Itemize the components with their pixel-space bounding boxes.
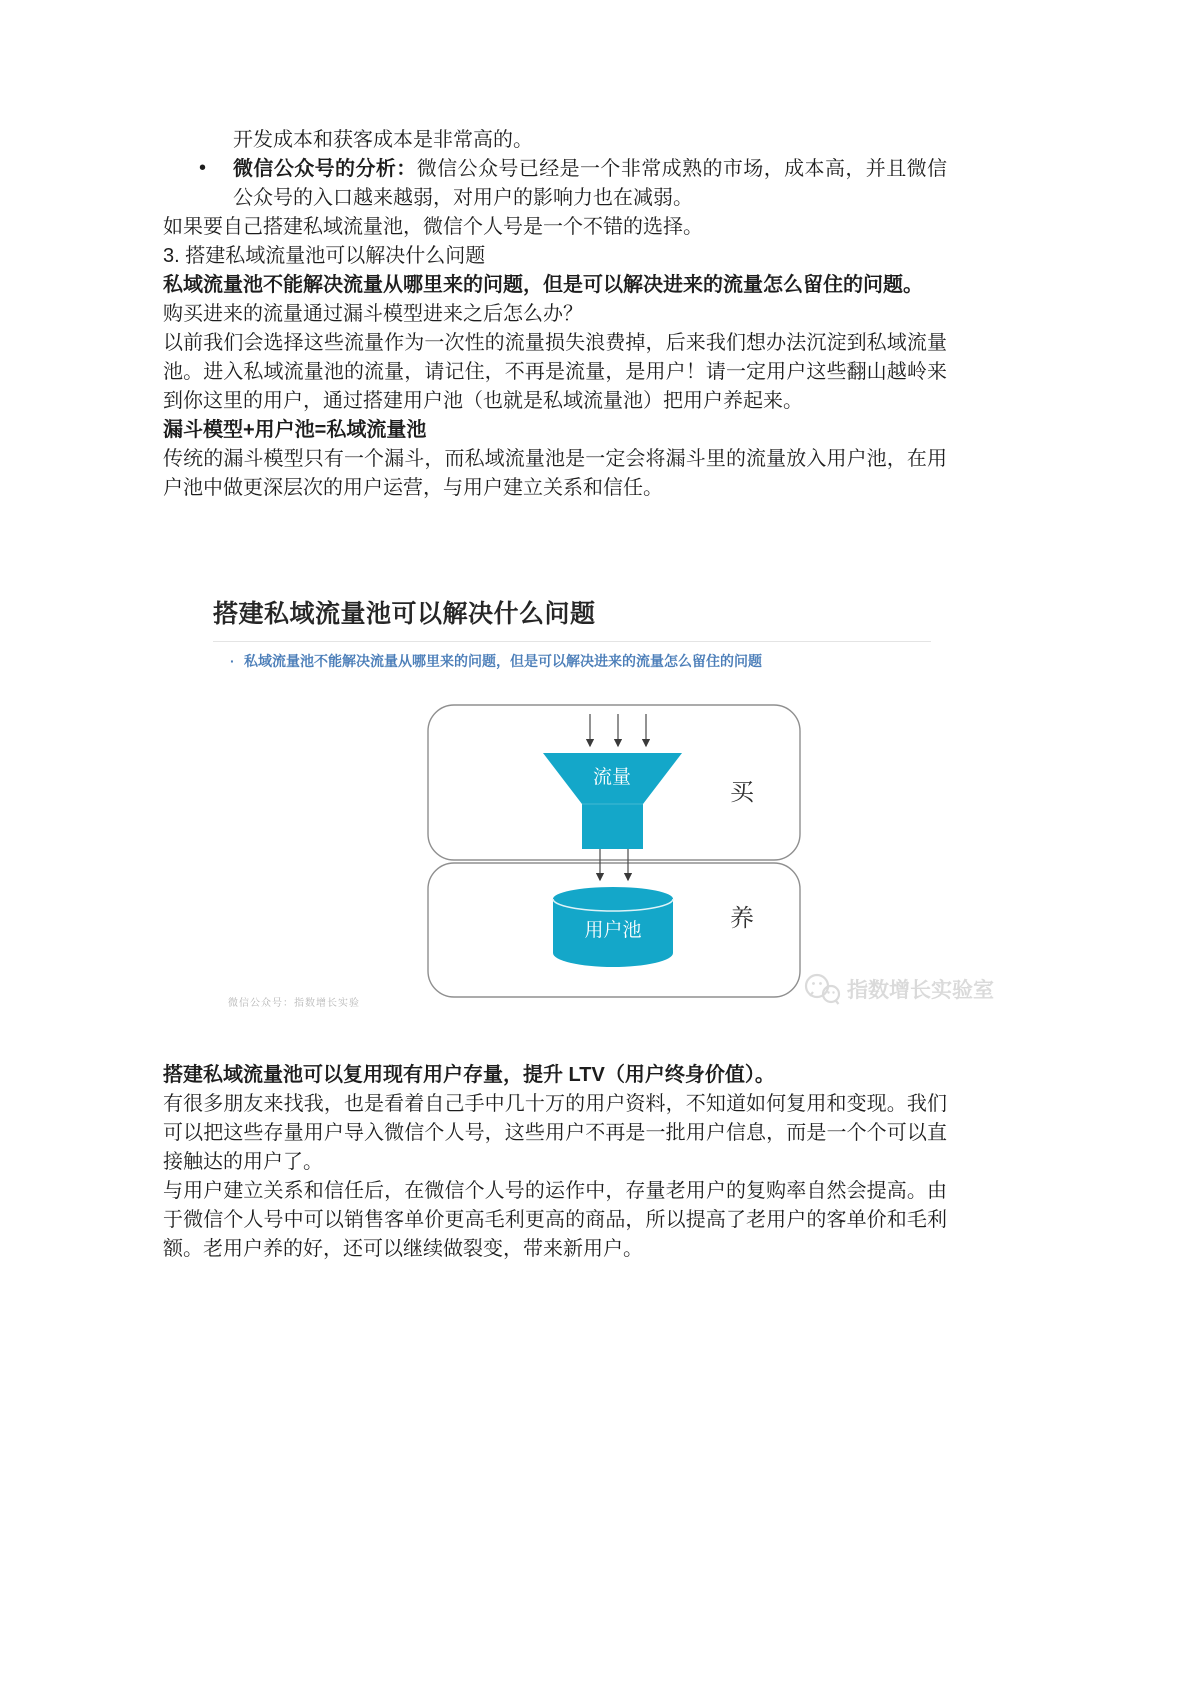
watermark xyxy=(802,972,994,1006)
slide-bullet-text: 私域流量池不能解决流量从哪里来的问题，但是可以解决进来的流量怎么留住的问题 xyxy=(244,653,762,669)
paragraph: 有很多朋友来找我，也是看着自己手中几十万的用户资料，不知道如何复用和变现。我们可以把这些存量用户导入微信个人号，这些用户不再是一批用户信息，而是一个个可以直接触达的用户了。 xyxy=(163,1093,947,1173)
funnel-stem xyxy=(582,802,643,849)
buy-label: 买 xyxy=(730,779,754,806)
paragraph: 如果要自己搭建私域流量池，微信个人号是一个不错的选择。 xyxy=(163,216,703,238)
watermark-text: 指数增长实验室 xyxy=(847,979,994,1002)
body-text-top xyxy=(163,126,947,503)
paragraph: 与用户建立关系和信任后，在微信个人号的运作中，存量老用户的复购率自然会提高。由于微信个人号中可以销售客单价更高毛利更高的商品，所以提高了老用户的客单价和毛利额。老用户养的好，还可以继续做裂变，带来新用户。 xyxy=(163,1180,947,1260)
slide-bullet-line xyxy=(230,652,762,670)
wechat-logo-icon xyxy=(802,972,842,1006)
section-heading: 3. 搭建私域流量池可以解决什么问题 xyxy=(163,245,486,267)
bullet-item-lead: 微信公众号的分析： xyxy=(233,158,417,180)
bullet-icon: • xyxy=(199,157,207,179)
funnel-label: 流量 xyxy=(592,767,632,788)
slide-title: 搭建私域流量池可以解决什么问题 xyxy=(213,600,596,628)
body-text-bottom xyxy=(163,1061,947,1264)
nurture-label: 养 xyxy=(730,905,754,932)
paragraph-emphasis: 私域流量池不能解决流量从哪里来的问题，但是可以解决进来的流量怎么留住的问题。 xyxy=(163,274,923,296)
slide-title-divider xyxy=(213,641,931,642)
embedded-slide-image xyxy=(190,552,994,1035)
paragraph: 购买进来的流量通过漏斗模型进来之后怎么办？ xyxy=(163,303,583,325)
paragraph: 传统的漏斗模型只有一个漏斗，而私域流量池是一定会将漏斗里的流量放入用户池，在用户池中做更深层次的用户运营，与用户建立关系和信任。 xyxy=(163,448,947,499)
bullet-item-text: 微信公众号已经是一个非常成熟的市场，成本高，并且微信公众号的入口越来越弱，对用户的影响力也在减弱。 xyxy=(233,158,948,209)
paragraph-emphasis: 漏斗模型+用户池=私域流量池 xyxy=(163,419,427,441)
funnel-pool-diagram xyxy=(400,690,820,1020)
paragraph: 以前我们会选择这些流量作为一次性的流量损失浪费掉，后来我们想办法沉淀到私域流量池。进入私域流量池的流量，请记住，不再是流量，是用户！请一定用户这些翻山越岭来到你这里的用户，通过搭建用户池（也就是私域流量池）把用户养起来。 xyxy=(163,332,947,412)
paragraph-emphasis: 搭建私域流量池可以复用现有用户存量，提升 LTV（用户终身价值）。 xyxy=(163,1064,775,1086)
slide-footer-note: 微信公众号：指数增长实验 xyxy=(228,998,360,1009)
pool-label: 用户池 xyxy=(584,920,642,941)
slide-bullet-icon: · xyxy=(230,653,235,669)
bullet-item xyxy=(163,155,947,213)
paragraph-bullet-continuation: 开发成本和获客成本是非常高的。 xyxy=(233,129,533,151)
